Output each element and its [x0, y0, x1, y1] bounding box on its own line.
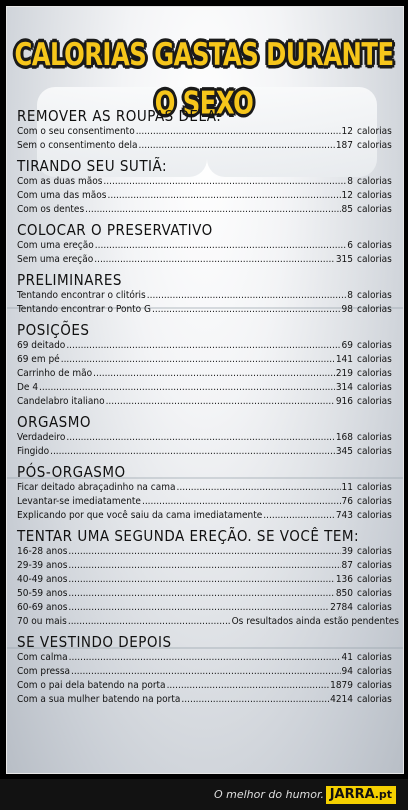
item-unit: calorias [357, 560, 392, 571]
item-label: Com as duas mãos [17, 176, 103, 187]
list-item [17, 509, 399, 523]
dot-leader [107, 189, 340, 203]
item-value: 2784 [330, 602, 353, 613]
dot-leader [66, 339, 340, 353]
list-item [17, 203, 399, 217]
dot-leader [167, 679, 330, 693]
section-heading: POSIÇÕES [17, 321, 90, 339]
dot-leader [139, 139, 335, 153]
item-label: Verdadeiro [17, 432, 66, 443]
list-item [17, 693, 399, 707]
list-item [17, 381, 399, 395]
dot-leader [94, 253, 335, 267]
section-heading: ORGASMO [17, 413, 92, 431]
list-item [17, 139, 399, 153]
item-unit: calorias [357, 694, 392, 705]
section-heading: PÓS-ORGASMO [17, 463, 126, 481]
item-unit: calorias [357, 190, 392, 201]
list-item [17, 573, 399, 587]
list-item [17, 339, 399, 353]
item-unit: calorias [357, 588, 392, 599]
list-item [17, 545, 399, 559]
list-item [17, 239, 399, 253]
item-label: 50-59 anos [17, 588, 68, 599]
item-unit: calorias [357, 140, 392, 151]
item-label: Sem uma ereção [17, 254, 94, 265]
section-heading: TENTAR UMA SEGUNDA EREÇÃO. SE VOCÊ TEM: [17, 527, 360, 545]
dot-leader [68, 615, 231, 629]
item-unit: calorias [357, 446, 392, 457]
footer-tagline: O melhor do humor. [213, 788, 324, 801]
item-value: 41 [341, 652, 353, 663]
list-item [17, 395, 399, 409]
dot-leader [68, 601, 329, 615]
item-unit: calorias [357, 666, 392, 677]
dot-leader [181, 693, 329, 707]
dot-leader [71, 665, 341, 679]
list-item [17, 615, 399, 629]
logo-main-text: JARRA [329, 787, 375, 802]
list-item [17, 367, 399, 381]
item-label: De 4 [17, 382, 39, 393]
dot-leader [69, 651, 341, 665]
item-unit: calorias [357, 240, 392, 251]
item-value: 4214 [330, 694, 353, 705]
item-value: 916 [335, 396, 353, 407]
item-value: 12 [341, 126, 353, 137]
list-item [17, 651, 399, 665]
item-unit: calorias [357, 354, 392, 365]
item-value: 87 [341, 560, 353, 571]
section-heading: REMOVER AS ROUPAS DELA: [17, 107, 222, 125]
item-unit: calorias [357, 496, 392, 507]
item-label: 69 deitado [17, 340, 66, 351]
section-heading: SE VESTINDO DEPOIS [17, 633, 172, 651]
item-label: 60-69 anos [17, 602, 68, 613]
list-item [17, 445, 399, 459]
item-label: Com o seu consentimento [17, 126, 135, 137]
item-unit: calorias [357, 574, 392, 585]
item-label: Sem o consentimento dela [17, 140, 138, 151]
item-unit: calorias [357, 482, 392, 493]
item-unit: calorias [357, 176, 392, 187]
dot-leader [142, 495, 341, 509]
item-unit: calorias [357, 204, 392, 215]
dot-leader [136, 125, 341, 139]
list-item [17, 175, 399, 189]
item-label: Ficar deitado abraçadinho na cama [17, 482, 176, 493]
item-label: 40-49 anos [17, 574, 68, 585]
item-value: 850 [335, 588, 353, 599]
item-label: Com calma [17, 652, 68, 663]
item-value: 76 [341, 496, 353, 507]
item-unit: calorias [357, 304, 392, 315]
item-value: 39 [341, 546, 353, 557]
dot-leader [85, 203, 340, 217]
item-value: 98 [341, 304, 353, 315]
dot-leader [68, 545, 340, 559]
item-value: 345 [335, 446, 353, 457]
item-unit: calorias [357, 680, 392, 691]
item-label: Com a sua mulher batendo na porta [17, 694, 181, 705]
item-unit: calorias [357, 652, 392, 663]
dot-leader [68, 559, 340, 573]
item-value: 69 [341, 340, 353, 351]
item-value: 8 [347, 290, 353, 301]
logo-suffix-text: .pt [374, 788, 392, 801]
item-unit: calorias [357, 368, 392, 379]
item-unit: calorias [357, 254, 392, 265]
item-label: 29-39 anos [17, 560, 68, 571]
item-unit: calorias [357, 382, 392, 393]
item-value: 85 [341, 204, 353, 215]
item-value: 219 [335, 368, 353, 379]
list-item [17, 289, 399, 303]
list-item [17, 481, 399, 495]
item-label: Com pressa [17, 666, 71, 677]
list-item [17, 495, 399, 509]
dot-leader [50, 445, 335, 459]
calorie-list [17, 103, 399, 707]
item-unit: calorias [357, 432, 392, 443]
list-item [17, 253, 399, 267]
list-item [17, 679, 399, 693]
section-heading: PRELIMINARES [17, 271, 122, 289]
item-label: Candelabro italiano [17, 396, 105, 407]
item-value: 187 [335, 140, 353, 151]
item-value: 136 [335, 574, 353, 585]
dot-leader [147, 289, 347, 303]
item-value: 743 [335, 510, 353, 521]
dot-leader [263, 509, 335, 523]
item-unit: calorias [357, 546, 392, 557]
item-label: Tentando encontrar o clitóris [17, 290, 146, 301]
list-item [17, 587, 399, 601]
item-label: Tentando encontrar o Ponto G [17, 304, 152, 315]
dot-leader [39, 381, 335, 395]
item-value: 315 [335, 254, 353, 265]
site-logo[interactable] [326, 786, 396, 804]
item-label: Levantar-se imediatamente [17, 496, 141, 507]
item-unit: calorias [357, 396, 392, 407]
dot-leader [95, 239, 347, 253]
dot-leader [61, 353, 335, 367]
item-value: 11 [341, 482, 353, 493]
item-value: 1879 [330, 680, 353, 691]
footer-bar [0, 779, 408, 810]
item-unit: calorias [357, 290, 392, 301]
dot-leader [68, 573, 334, 587]
section-heading: COLOCAR O PRESERVATIVO [17, 221, 213, 239]
section-heading: TIRANDO SEU SUTIÃ: [17, 157, 168, 175]
dot-leader [66, 431, 334, 445]
item-label: 70 ou mais [17, 616, 67, 627]
item-label: Com uma ereção [17, 240, 94, 251]
list-item [17, 559, 399, 573]
item-unit: calorias [357, 602, 392, 613]
page-title: CALORIAS GASTAS DURANTE O SEXO [14, 37, 394, 122]
item-label: Com o pai dela batendo na porta [17, 680, 166, 691]
item-label: Fingido [17, 446, 50, 457]
list-item [17, 303, 399, 317]
list-item [17, 125, 399, 139]
item-value: 168 [335, 432, 353, 443]
item-label: Explicando por que você saiu da cama imediatamente [17, 510, 263, 521]
item-value: 94 [341, 666, 353, 677]
item-value: Os resultados ainda estão pendentes [231, 616, 399, 627]
item-unit: calorias [357, 126, 392, 137]
item-label: 69 em pé [17, 354, 60, 365]
item-unit: calorias [357, 340, 392, 351]
dot-leader [93, 367, 335, 381]
list-item [17, 189, 399, 203]
dot-leader [177, 481, 341, 495]
list-item [17, 601, 399, 615]
item-value: 8 [347, 176, 353, 187]
item-value: 141 [335, 354, 353, 365]
item-label: Com os dentes [17, 204, 85, 215]
dot-leader [68, 587, 334, 601]
item-label: Carrinho de mão [17, 368, 93, 379]
item-value: 12 [341, 190, 353, 201]
item-value: 314 [335, 382, 353, 393]
item-label: Com uma das mãos [17, 190, 107, 201]
item-unit: calorias [357, 510, 392, 521]
dot-leader [106, 395, 335, 409]
item-label: 16-28 anos [17, 546, 68, 557]
list-item [17, 665, 399, 679]
dot-leader [152, 303, 341, 317]
item-value: 6 [347, 240, 353, 251]
list-item [17, 353, 399, 367]
dot-leader [103, 175, 346, 189]
list-item [17, 431, 399, 445]
